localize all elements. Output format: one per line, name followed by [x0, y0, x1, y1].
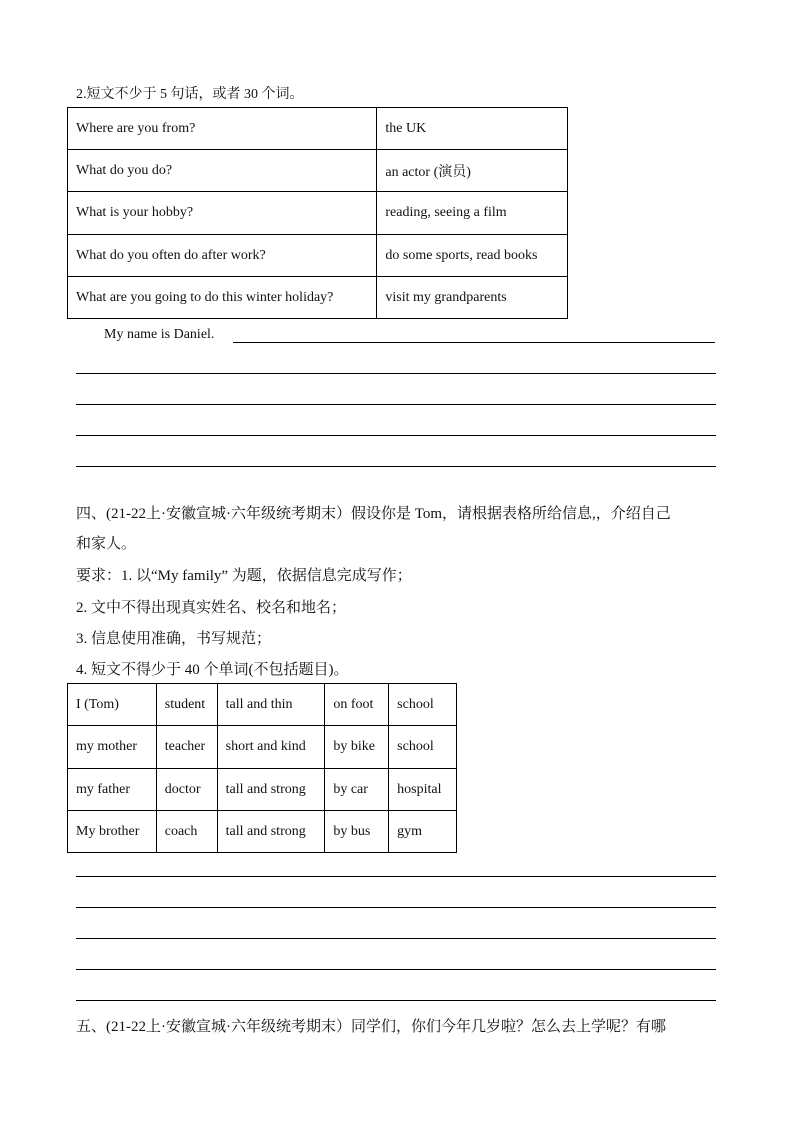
qa-table [67, 107, 568, 319]
writing-line[interactable] [76, 466, 716, 467]
table-row [68, 811, 457, 853]
job-cell: doctor [156, 769, 217, 811]
table-row [68, 108, 568, 150]
job-cell: student [156, 684, 217, 726]
looks-cell: tall and strong [217, 811, 325, 853]
requirement-3: 3. 信息使用准确，书写规范； [76, 631, 272, 647]
section2-heading: 四、(21-22上·安徽宣城·六年级统考期末）假设你是 Tom，请根据表格所给信息,，介绍自己 [76, 506, 671, 522]
transport-cell: on foot [325, 684, 389, 726]
start-sentence: My name is Daniel. [104, 327, 215, 342]
question-cell: What is your hobby? [68, 192, 377, 235]
table-row [68, 192, 568, 235]
writing-line[interactable] [76, 404, 716, 405]
answer-cell: reading, seeing a film [377, 192, 568, 235]
table-row [68, 235, 568, 277]
table-row [68, 726, 457, 769]
looks-cell: short and kind [217, 726, 325, 769]
place-cell: school [389, 726, 457, 769]
writing-line[interactable] [76, 969, 716, 970]
looks-cell: tall and thin [217, 684, 325, 726]
section1-instruction: 2.短文不少于 5 句话，或者 30 个词。 [76, 87, 304, 102]
table-row [68, 684, 457, 726]
requirement-1: 要求：1. 以“My family” 为题，依据信息完成写作； [76, 568, 412, 584]
person-cell: my father [68, 769, 157, 811]
writing-line[interactable] [76, 373, 716, 374]
question-cell: Where are you from? [68, 108, 377, 150]
writing-line[interactable] [233, 342, 715, 343]
job-cell: coach [156, 811, 217, 853]
answer-cell: visit my grandparents [377, 277, 568, 319]
table-row [68, 150, 568, 192]
writing-line[interactable] [76, 907, 716, 908]
answer-cell: an actor (演员) [377, 150, 568, 192]
table-row [68, 277, 568, 319]
person-cell: my mother [68, 726, 157, 769]
person-cell: My brother [68, 811, 157, 853]
writing-line[interactable] [76, 435, 716, 436]
place-cell: hospital [389, 769, 457, 811]
question-cell: What do you often do after work? [68, 235, 377, 277]
requirement-2: 2. 文中不得出现真实姓名、校名和地名； [76, 600, 347, 616]
requirement-4: 4. 短文不得少于 40 个单词(不包括题目)。 [76, 662, 349, 678]
transport-cell: by car [325, 769, 389, 811]
question-cell: What do you do? [68, 150, 377, 192]
looks-cell: tall and strong [217, 769, 325, 811]
place-cell: school [389, 684, 457, 726]
writing-line[interactable] [76, 1000, 716, 1001]
answer-cell: the UK [377, 108, 568, 150]
table-row [68, 769, 457, 811]
person-cell: I (Tom) [68, 684, 157, 726]
section3-heading: 五、(21-22上·安徽宣城·六年级统考期末）同学们，你们今年几岁啦？怎么去上学呢？有哪 [76, 1019, 666, 1035]
answer-cell: do some sports, read books [377, 235, 568, 277]
job-cell: teacher [156, 726, 217, 769]
place-cell: gym [389, 811, 457, 853]
transport-cell: by bike [325, 726, 389, 769]
writing-line[interactable] [76, 938, 716, 939]
transport-cell: by bus [325, 811, 389, 853]
question-cell: What are you going to do this winter holiday? [68, 277, 377, 319]
writing-line[interactable] [76, 876, 716, 877]
family-table [67, 683, 457, 853]
section2-heading-cont: 和家人。 [76, 536, 137, 552]
